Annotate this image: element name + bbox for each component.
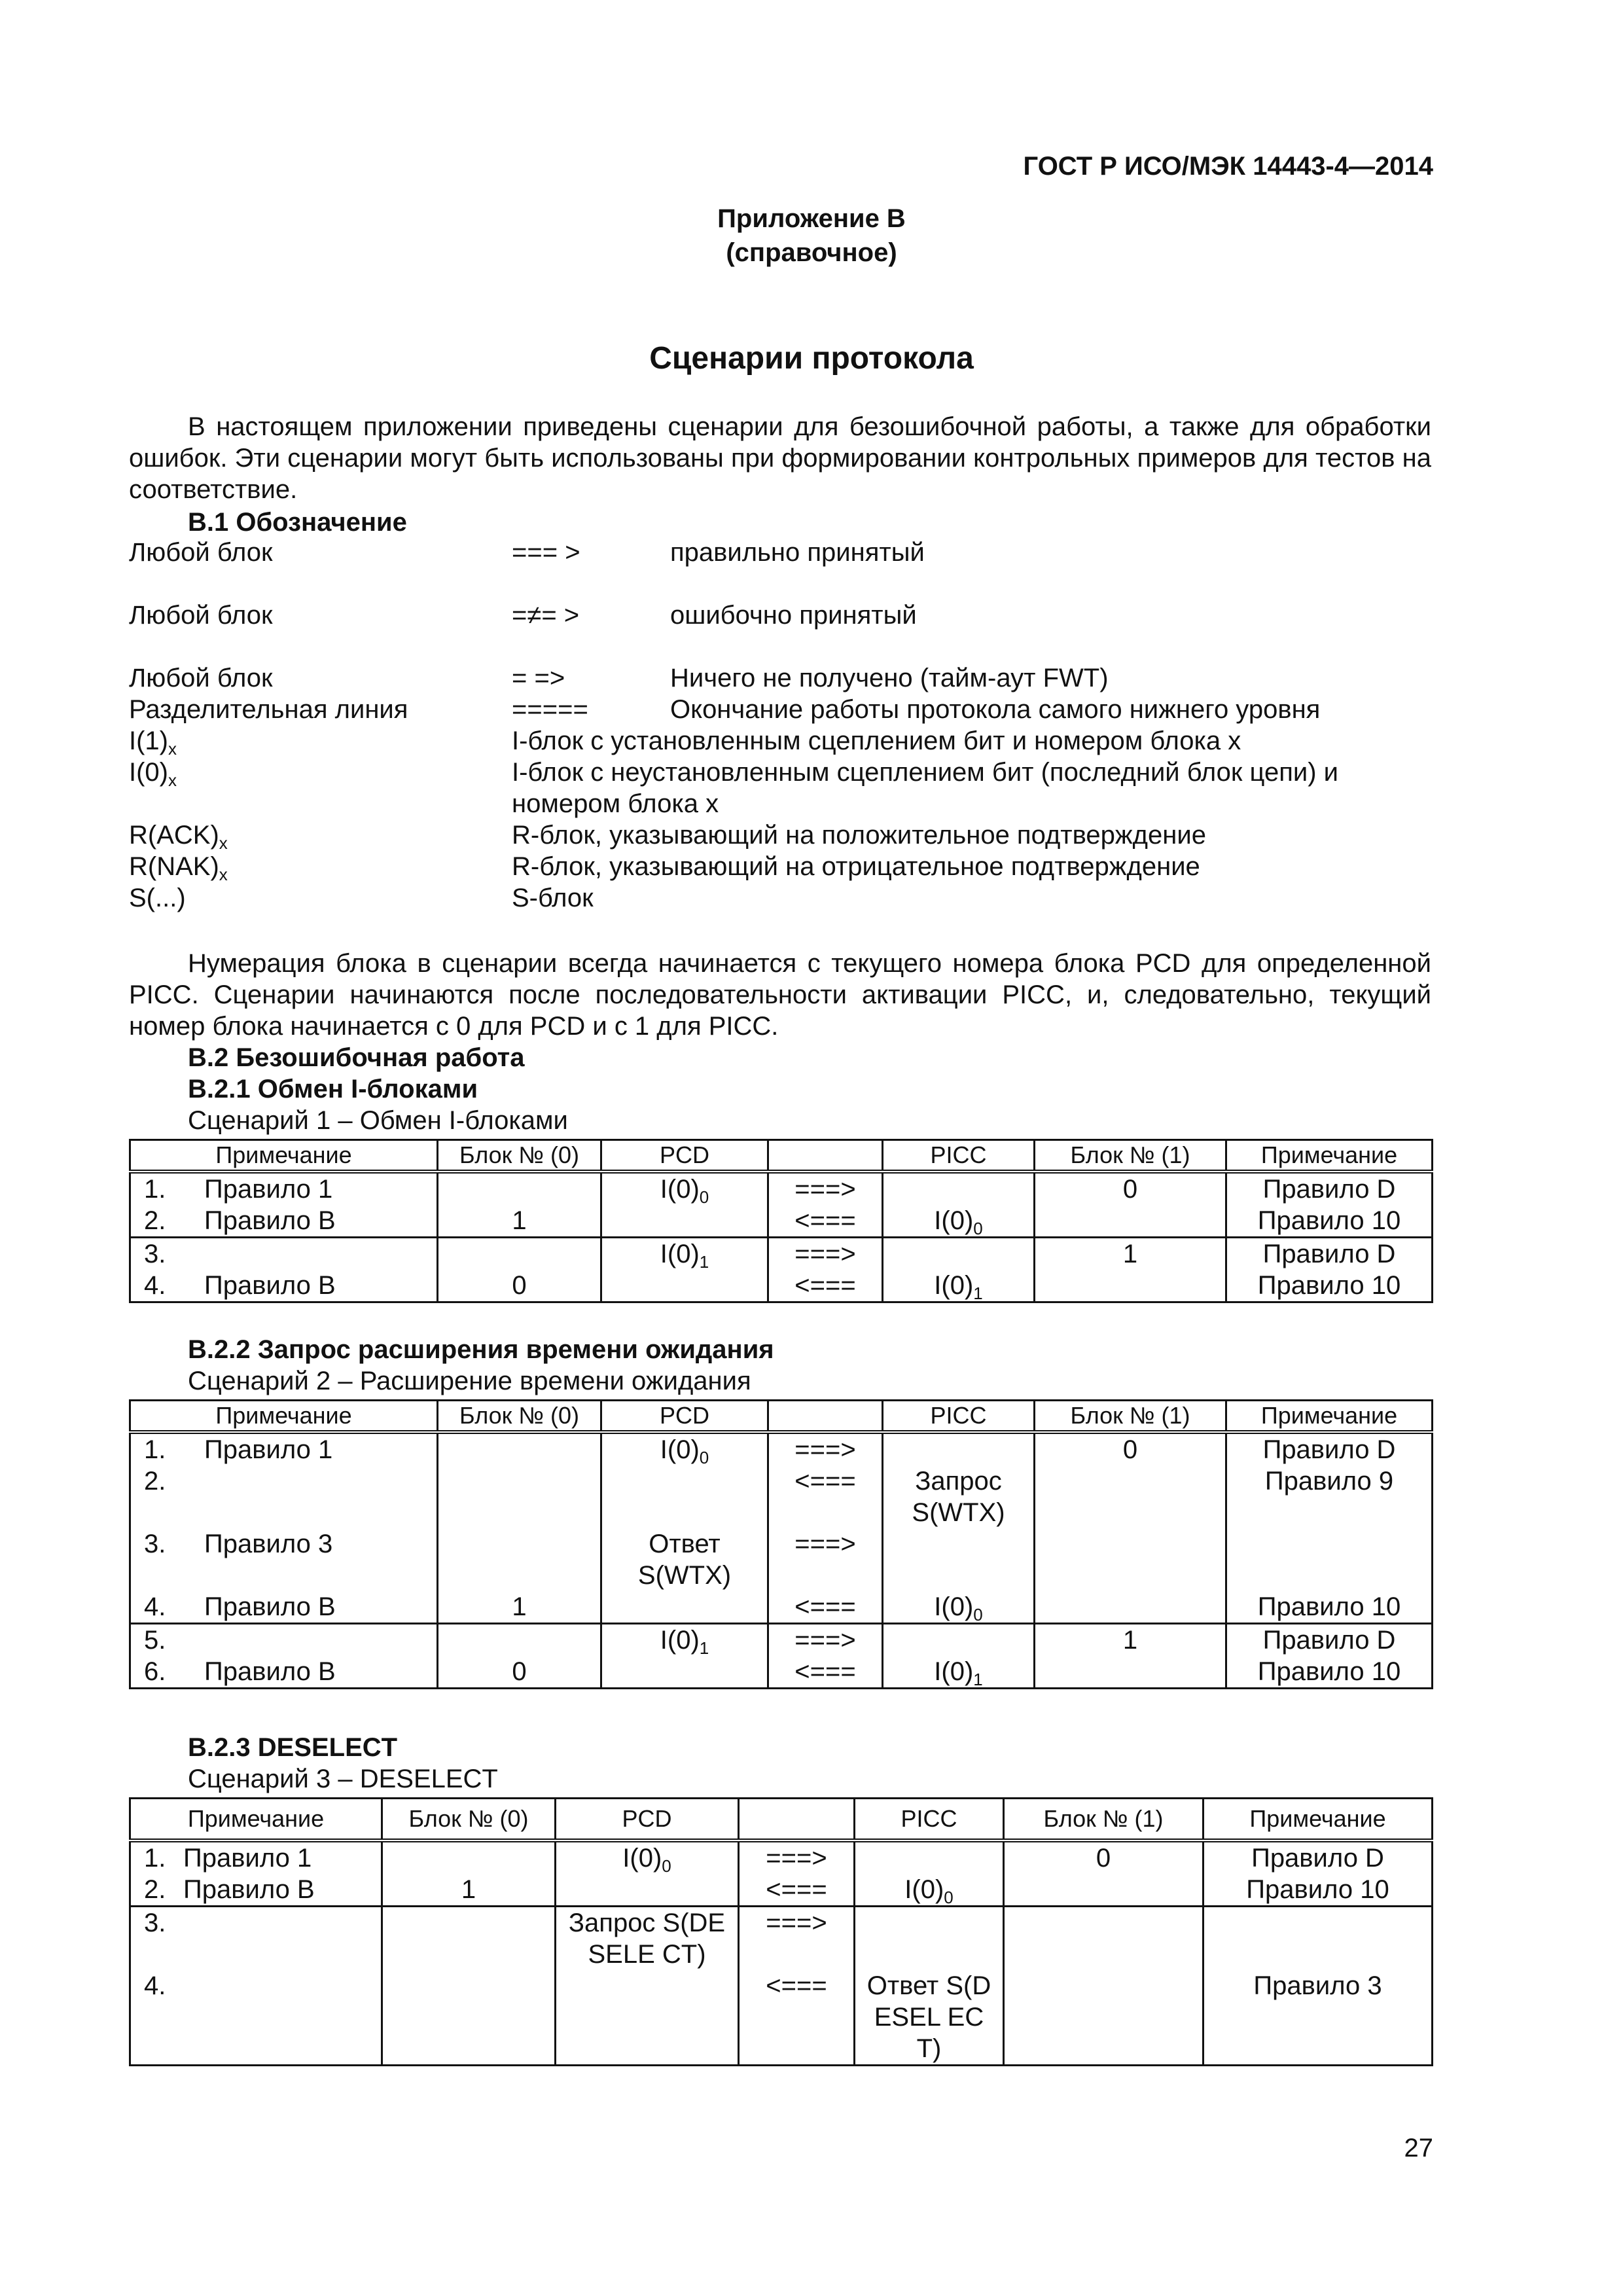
legend-desc: правильно принятый [670, 538, 925, 567]
legend-desc: Окончание работы протокола самого нижнего уровня [670, 695, 1321, 724]
col-note-right: Примечание [1226, 1140, 1433, 1172]
legend-term: Любой блок [129, 664, 273, 692]
col-block1: Блок № (1) [1035, 1140, 1226, 1172]
table-row: 2. <=== Запрос S(WTX) Правило 9 [130, 1465, 1433, 1528]
legend-term: Любой блок [129, 538, 273, 567]
legend-row [129, 757, 1438, 819]
section-b2: В.2 Безошибочная работа [188, 1043, 525, 1072]
legend-row [129, 662, 1438, 694]
table-row: 4. Правило В 0 <=== $I(0)_1$ Правило 10 [130, 1270, 1433, 1302]
legend-desc: I-блок с неустановленным сцеплением бит (последний блок цепи) и номером блока х [512, 758, 1339, 818]
annex-type: (справочное) [726, 238, 897, 267]
table-row: 1. Правило 1 $I(0)_0$ ===> 0 Правило D [130, 1432, 1433, 1465]
legend-symbol: === > [512, 538, 580, 567]
legend-symbol: =≠= > [512, 601, 580, 630]
legend-desc: Ничего не получено (тайм-аут FWT) [670, 664, 1109, 692]
col-pcd: PCD [556, 1799, 739, 1841]
col-picc: PICC [883, 1140, 1035, 1172]
legend-row [129, 694, 1438, 725]
annex-heading [0, 202, 1623, 270]
legend-symbol: = => [512, 664, 565, 692]
col-picc: PICC [855, 1799, 1004, 1841]
table-row: 6. Правило В 0 <=== $I(0)_1$ Правило 10 [130, 1656, 1433, 1689]
section-b1: В.1 Обозначение [188, 508, 407, 537]
col-direction [739, 1799, 855, 1841]
scenario2-caption: Сценарий 2 – Расширение времени ожидания [188, 1367, 751, 1395]
numbering-paragraph: Нумерация блока в сценарии всегда начинается с текущего номера блока PCD для определенной PICC. Сценарии начинаются после последовательности активации PICC, и, следовательно, текущий номер блока начинается с 0 для PCD и с 1 для PICC. [129, 949, 1431, 1041]
col-note: Примечание [130, 1401, 438, 1433]
table-row: 2. Правило В 1 <=== $I(0)_0$ Правило 10 [130, 1205, 1433, 1238]
table-row: 4. Правило В 1 <=== $I(0)_0$ Правило 10 [130, 1591, 1433, 1624]
standard-header: ГОСТ Р ИСО/МЭК 14443-4—2014 [1023, 152, 1433, 181]
legend-row [129, 882, 1438, 914]
legend-desc: S-блок [512, 884, 594, 912]
annex-title: Приложение В [717, 204, 906, 233]
legend-row [129, 600, 1438, 631]
table-row: 4. <=== Ответ S(DESEL ECT) Правило 3 [130, 1970, 1433, 2066]
intro-paragraph: В настоящем приложении приведены сценарии для безошибочной работы, а также для обработки ошибок. Эти сценарии могут быть использованы при формировании контрольных примеров для тестов на соответствие. [129, 412, 1431, 504]
table-row: 3. Правило 3 Ответ S(WTX) ===> [130, 1528, 1433, 1591]
col-block1: Блок № (1) [1035, 1401, 1226, 1433]
table-row: 1. Правило 1 $I(0)_0$ ===> 0 Правило D [130, 1172, 1433, 1205]
legend-term: $I(1)_x$ [129, 726, 177, 759]
table-header-row [130, 1140, 1433, 1172]
legend-row [129, 725, 1438, 757]
legend-term: $I(0)_x$ [129, 758, 177, 790]
col-block0: Блок № (0) [438, 1140, 601, 1172]
col-note-right: Примечание [1204, 1799, 1433, 1841]
col-note: Примечание [130, 1799, 382, 1841]
page-number: 27 [1404, 2134, 1433, 2162]
scenario1-table [129, 1139, 1433, 1303]
legend-desc: ошибочно принятый [670, 601, 917, 630]
table-row: 5. $I(0)_1$ ===> 1 Правило D [130, 1624, 1433, 1657]
table-row: 3. $I(0)_1$ ===> 1 Правило D [130, 1238, 1433, 1270]
legend-term: Разделительная линия [129, 695, 408, 724]
table-row: 2. Правило В 1 <=== $I(0)_0$ Правило 10 [130, 1874, 1433, 1907]
legend-symbol: ===== [512, 695, 588, 724]
col-direction [768, 1401, 883, 1433]
section-b21: В.2.1 Обмен I-блоками [188, 1075, 478, 1103]
section-b22: В.2.2 Запрос расширения времени ожидания [188, 1335, 774, 1364]
legend-row [129, 819, 1438, 851]
scenario3-caption: Сценарий 3 – DESELECT [188, 1765, 498, 1793]
legend-term: $R(NAK)_x$ [129, 852, 228, 884]
col-pcd: PCD [601, 1401, 768, 1433]
scenario1-caption: Сценарий 1 – Обмен I-блоками [188, 1106, 568, 1135]
section-b23: В.2.3 DESELECT [188, 1733, 398, 1762]
col-direction [768, 1140, 883, 1172]
col-pcd: PCD [601, 1140, 768, 1172]
col-block0: Блок № (0) [438, 1401, 601, 1433]
table-header-row [130, 1401, 1433, 1433]
legend-row [129, 537, 1438, 568]
scenario2-table [129, 1399, 1433, 1689]
legend-desc: R-блок, указывающий на отрицательное подтверждение [512, 852, 1200, 881]
col-block1: Блок № (1) [1004, 1799, 1204, 1841]
legend-desc: I-блок с установленным сцеплением бит и номером блока х [512, 726, 1241, 755]
table-row: 1. Правило 1 $I(0)_0$ ===> 0 Правило D [130, 1840, 1433, 1874]
legend-term: $R(ACK)_x$ [129, 821, 228, 853]
table-row: 3. Запрос S(DESELE CT) ===> [130, 1907, 1433, 1971]
legend-term: S(...) [129, 884, 186, 912]
col-block0: Блок № (0) [382, 1799, 556, 1841]
legend-term: Любой блок [129, 601, 273, 630]
legend-row [129, 851, 1438, 882]
scenario3-table [129, 1797, 1433, 2066]
table-header-row [130, 1799, 1433, 1841]
col-note: Примечание [130, 1140, 438, 1172]
col-picc: PICC [883, 1401, 1035, 1433]
col-note-right: Примечание [1226, 1401, 1433, 1433]
page-title: Сценарии протокола [649, 341, 974, 376]
legend-desc: R-блок, указывающий на положительное подтверждение [512, 821, 1206, 850]
